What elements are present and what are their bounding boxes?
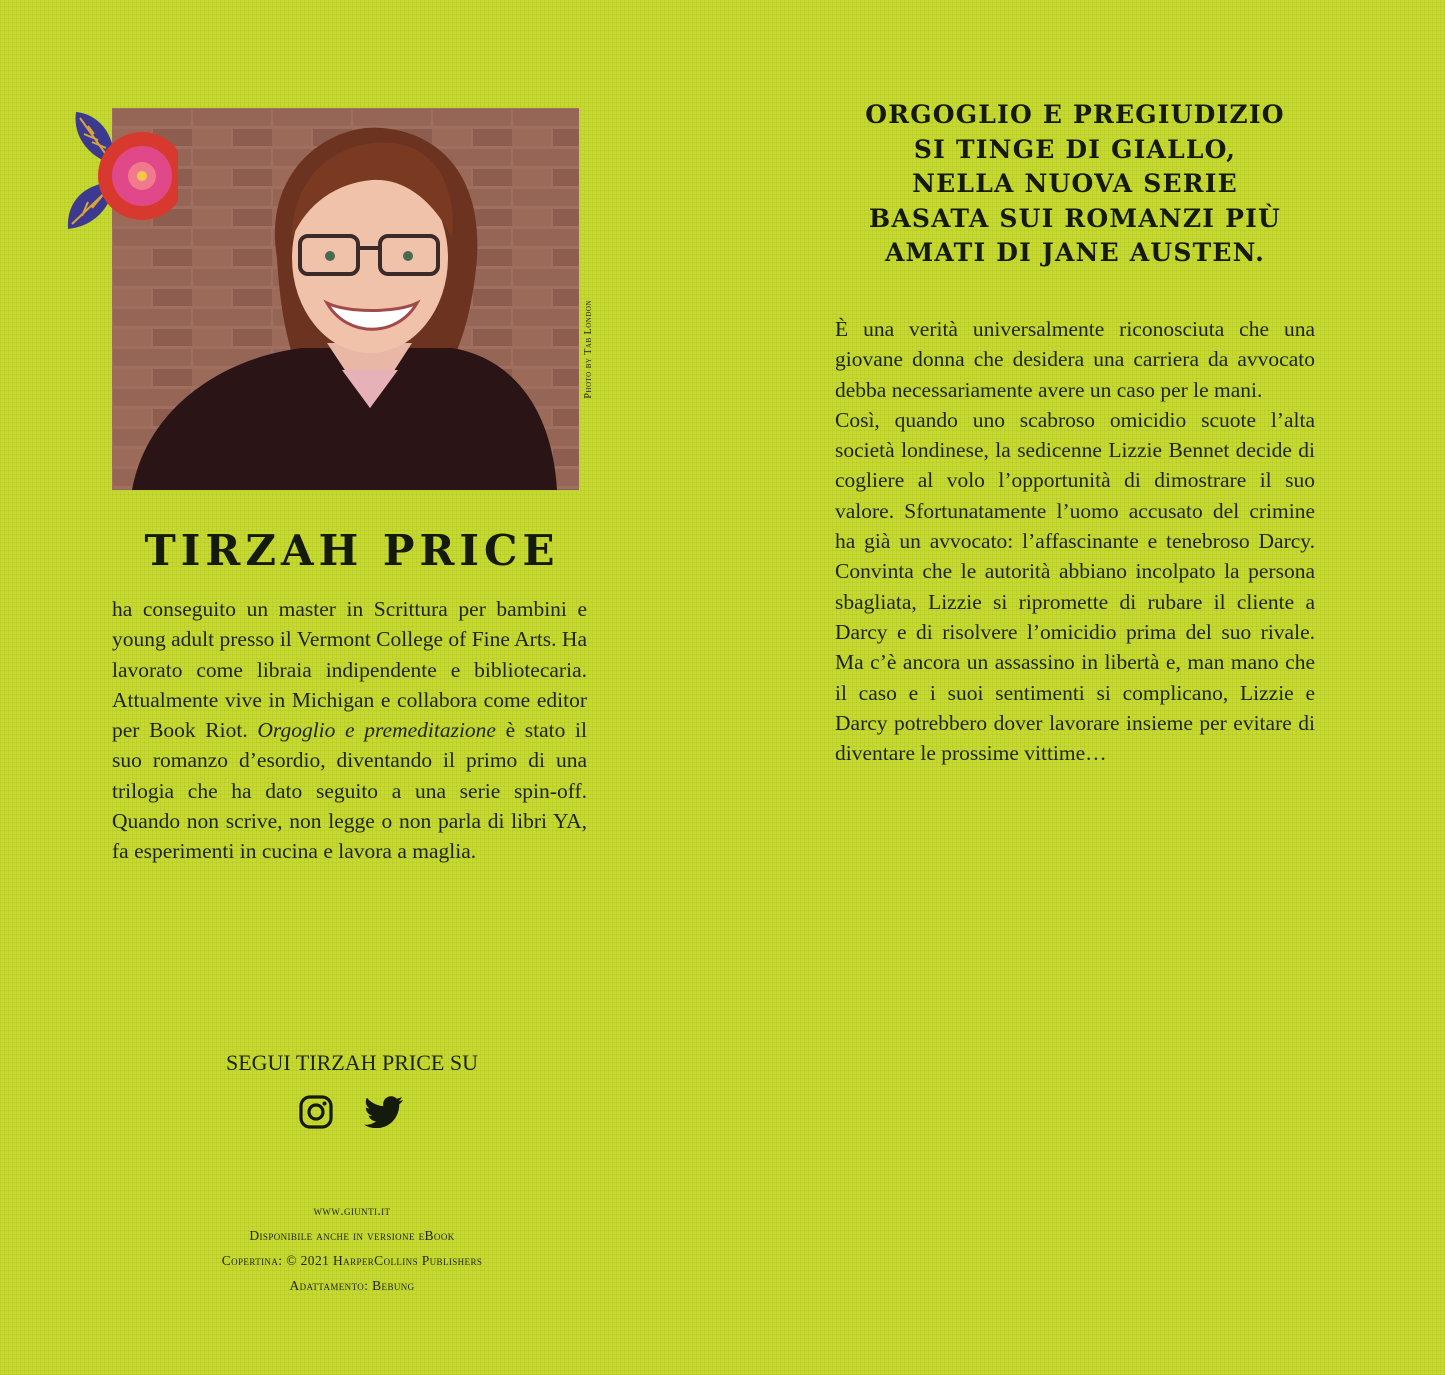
tagline-line: ORGOGLIO E PREGIUDIZIO	[865, 100, 1285, 129]
publisher-info	[112, 1198, 592, 1298]
tagline-line: SI TINGE DI GIALLO,	[913, 134, 1237, 164]
photo-credit: Photo by Tab London	[583, 300, 594, 399]
author-bio-book-title: Orgoglio e premeditazione	[257, 718, 496, 743]
publisher-website[interactable]: www.giunti.it	[313, 1203, 391, 1218]
book-blurb	[835, 314, 1315, 768]
blurb-paragraph: Così, quando uno scabroso omicidio scuote l’alta società londinese, la sedicenne Lizzie Bennet decide di cogliere al volo l’opportunità di dimostrare il suo valore. Sfortunatamente l’uomo accusato del crimine ha già un avvocato: l’affascinante e tenebroso Darcy. Convinta che le autorità abbiano incolpato la persona sbagliata, Lizzie si ripromette di rubare il cliente a Darcy e di risolvere l’omicidio prima del suo rivale. Ma c’è ancora un assassino in libertà e, man mano che il caso e i suoi sentimenti si complicano, Lizzie e Darcy potrebbero dover lavorare insieme per evitare di diventare le prossime vittime…	[835, 407, 1315, 766]
twitter-icon[interactable]	[364, 1096, 404, 1128]
publisher-cover-credit: Copertina: © 2021 HarperCollins Publishers	[221, 1253, 483, 1268]
publisher-adaptation-credit: Adattamento: Bebung	[289, 1278, 415, 1293]
author-bio-part1: ha conseguito un master in Scrittura per bambini e young adult presso il Vermont College of Fine Arts. Ha lavorato come libraia indipendente e bibliotecaria. Attualmente vive in Michigan e collabora come editor per Book Riot.	[112, 597, 587, 743]
tagline-line: NELLA NUOVA SERIE	[912, 169, 1238, 198]
social-follow-label: SEGUI TIRZAH PRICE SU	[225, 1050, 478, 1075]
author-bio-part2: è stato il suo romanzo d’esordio, diventando il primo di una trilogia che ha dato seguito a una serie spin-off. Quando non scrive, non legge o non parla di libri YA, fa esperimenti in cucina e lavora a maglia.	[112, 718, 587, 864]
instagram-icon[interactable]	[298, 1094, 334, 1130]
blurb-paragraph: È una verità universalmente riconosciuta che una giovane donna che desidera una carriera da avvocato debba necessariamente avere un caso per le mani.	[835, 317, 1315, 402]
tagline-line: BASATA SUI ROMANZI PIÙ	[868, 203, 1282, 233]
tagline	[835, 98, 1315, 271]
author-name: TIRZAH PRICE	[144, 526, 560, 575]
flower-ornament-icon	[58, 104, 178, 239]
publisher-ebook-note: Disponibile anche in versione eBook	[249, 1228, 455, 1243]
author-bio	[112, 594, 587, 867]
tagline-line: AMATI DI JANE AUSTEN.	[884, 238, 1266, 267]
author-photo	[112, 108, 579, 490]
